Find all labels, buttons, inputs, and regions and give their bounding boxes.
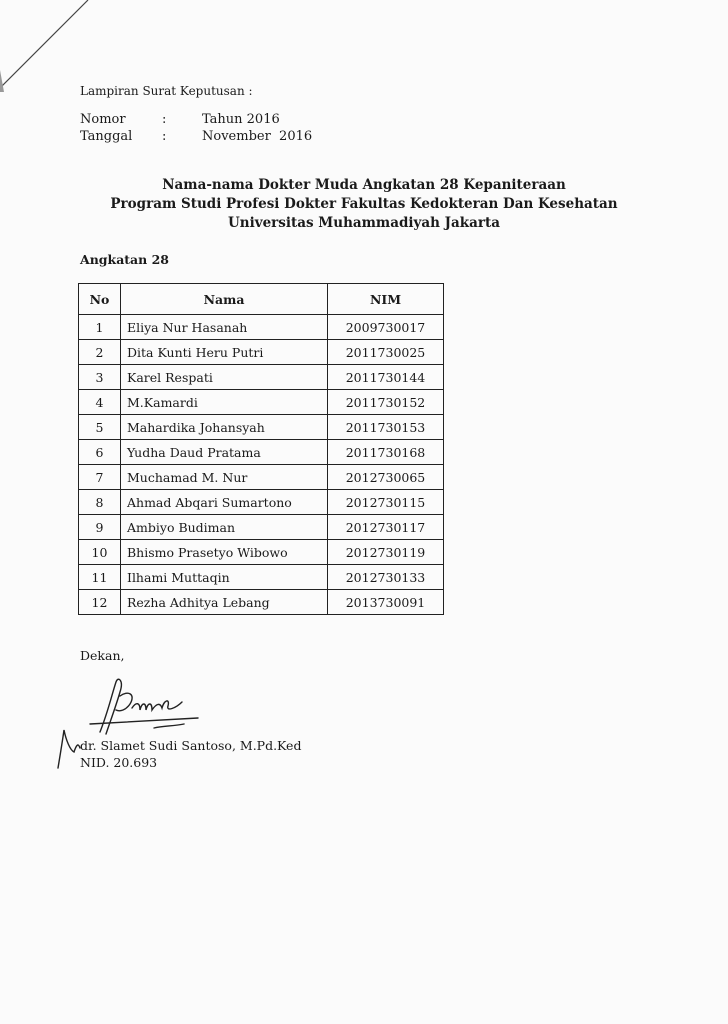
row-no: 10 <box>79 540 121 565</box>
row-name: Rezha Adhitya Lebang <box>121 590 328 615</box>
row-name: Muchamad M. Nur <box>121 465 328 490</box>
heading-line-3: Universitas Muhammadiyah Jakarta <box>228 215 500 231</box>
row-no: 2 <box>79 340 121 365</box>
meta-colon: : <box>162 129 167 144</box>
document-heading <box>0 176 728 233</box>
meta-row-number <box>80 112 280 127</box>
row-name: Eliya Nur Hasanah <box>121 315 328 340</box>
student-table <box>78 283 444 615</box>
page-corner-mark <box>0 0 92 92</box>
table-row <box>79 415 444 440</box>
row-nim: 2012730119 <box>328 540 444 565</box>
row-nim: 2012730065 <box>328 465 444 490</box>
row-nim: 2012730115 <box>328 490 444 515</box>
row-name: M.Kamardi <box>121 390 328 415</box>
table-row <box>79 590 444 615</box>
row-name: Ilhami Muttaqin <box>121 565 328 590</box>
header-no: No <box>79 284 121 315</box>
attachment-label: Lampiran Surat Keputusan : <box>80 84 253 98</box>
table-row <box>79 515 444 540</box>
table-row <box>79 390 444 415</box>
row-name: Ahmad Abqari Sumartono <box>121 490 328 515</box>
table-row <box>79 365 444 390</box>
table-row <box>79 465 444 490</box>
meta-colon: : <box>162 112 167 127</box>
row-no: 7 <box>79 465 121 490</box>
heading-line-1: Nama-nama Dokter Muda Angkatan 28 Kepaniteraan <box>162 177 566 193</box>
row-name: Mahardika Johansyah <box>121 415 328 440</box>
row-nim: 2012730117 <box>328 515 444 540</box>
row-name: Karel Respati <box>121 365 328 390</box>
meta-key: Tanggal <box>80 129 133 144</box>
row-no: 4 <box>79 390 121 415</box>
row-name: Yudha Daud Pratama <box>121 440 328 465</box>
meta-row-date <box>80 129 312 144</box>
table-row <box>79 490 444 515</box>
group-label: Angkatan 28 <box>80 252 169 267</box>
signatory-role: Dekan, <box>80 648 125 663</box>
row-name: Ambiyo Budiman <box>121 515 328 540</box>
table-header-row <box>79 284 444 315</box>
row-no: 6 <box>79 440 121 465</box>
signatory-nid: NID. 20.693 <box>80 755 158 770</box>
table-row <box>79 315 444 340</box>
row-nim: 2011730144 <box>328 365 444 390</box>
row-name: Dita Kunti Heru Putri <box>121 340 328 365</box>
row-nim: 2013730091 <box>328 590 444 615</box>
table-row <box>79 540 444 565</box>
row-no: 1 <box>79 315 121 340</box>
row-nim: 2009730017 <box>328 315 444 340</box>
row-no: 12 <box>79 590 121 615</box>
row-no: 5 <box>79 415 121 440</box>
meta-key: Nomor <box>80 112 126 127</box>
header-name: Nama <box>121 284 328 315</box>
row-name: Bhismo Prasetyo Wibowo <box>121 540 328 565</box>
meta-value: Tahun 2016 <box>202 112 280 127</box>
header-nim: NIM <box>328 284 444 315</box>
meta-value: November 2016 <box>202 129 313 144</box>
table-row <box>79 565 444 590</box>
row-nim: 2011730153 <box>328 415 444 440</box>
signatory-name: dr. Slamet Sudi Santoso, M.Pd.Ked <box>80 738 302 753</box>
heading-line-2: Program Studi Profesi Dokter Fakultas Kedokteran Dan Kesehatan <box>110 196 618 212</box>
row-no: 8 <box>79 490 121 515</box>
row-nim: 2011730025 <box>328 340 444 365</box>
row-no: 3 <box>79 365 121 390</box>
row-nim: 2012730133 <box>328 565 444 590</box>
table-row <box>79 340 444 365</box>
row-no: 9 <box>79 515 121 540</box>
row-nim: 2011730168 <box>328 440 444 465</box>
row-no: 11 <box>79 565 121 590</box>
table-row <box>79 440 444 465</box>
row-nim: 2011730152 <box>328 390 444 415</box>
